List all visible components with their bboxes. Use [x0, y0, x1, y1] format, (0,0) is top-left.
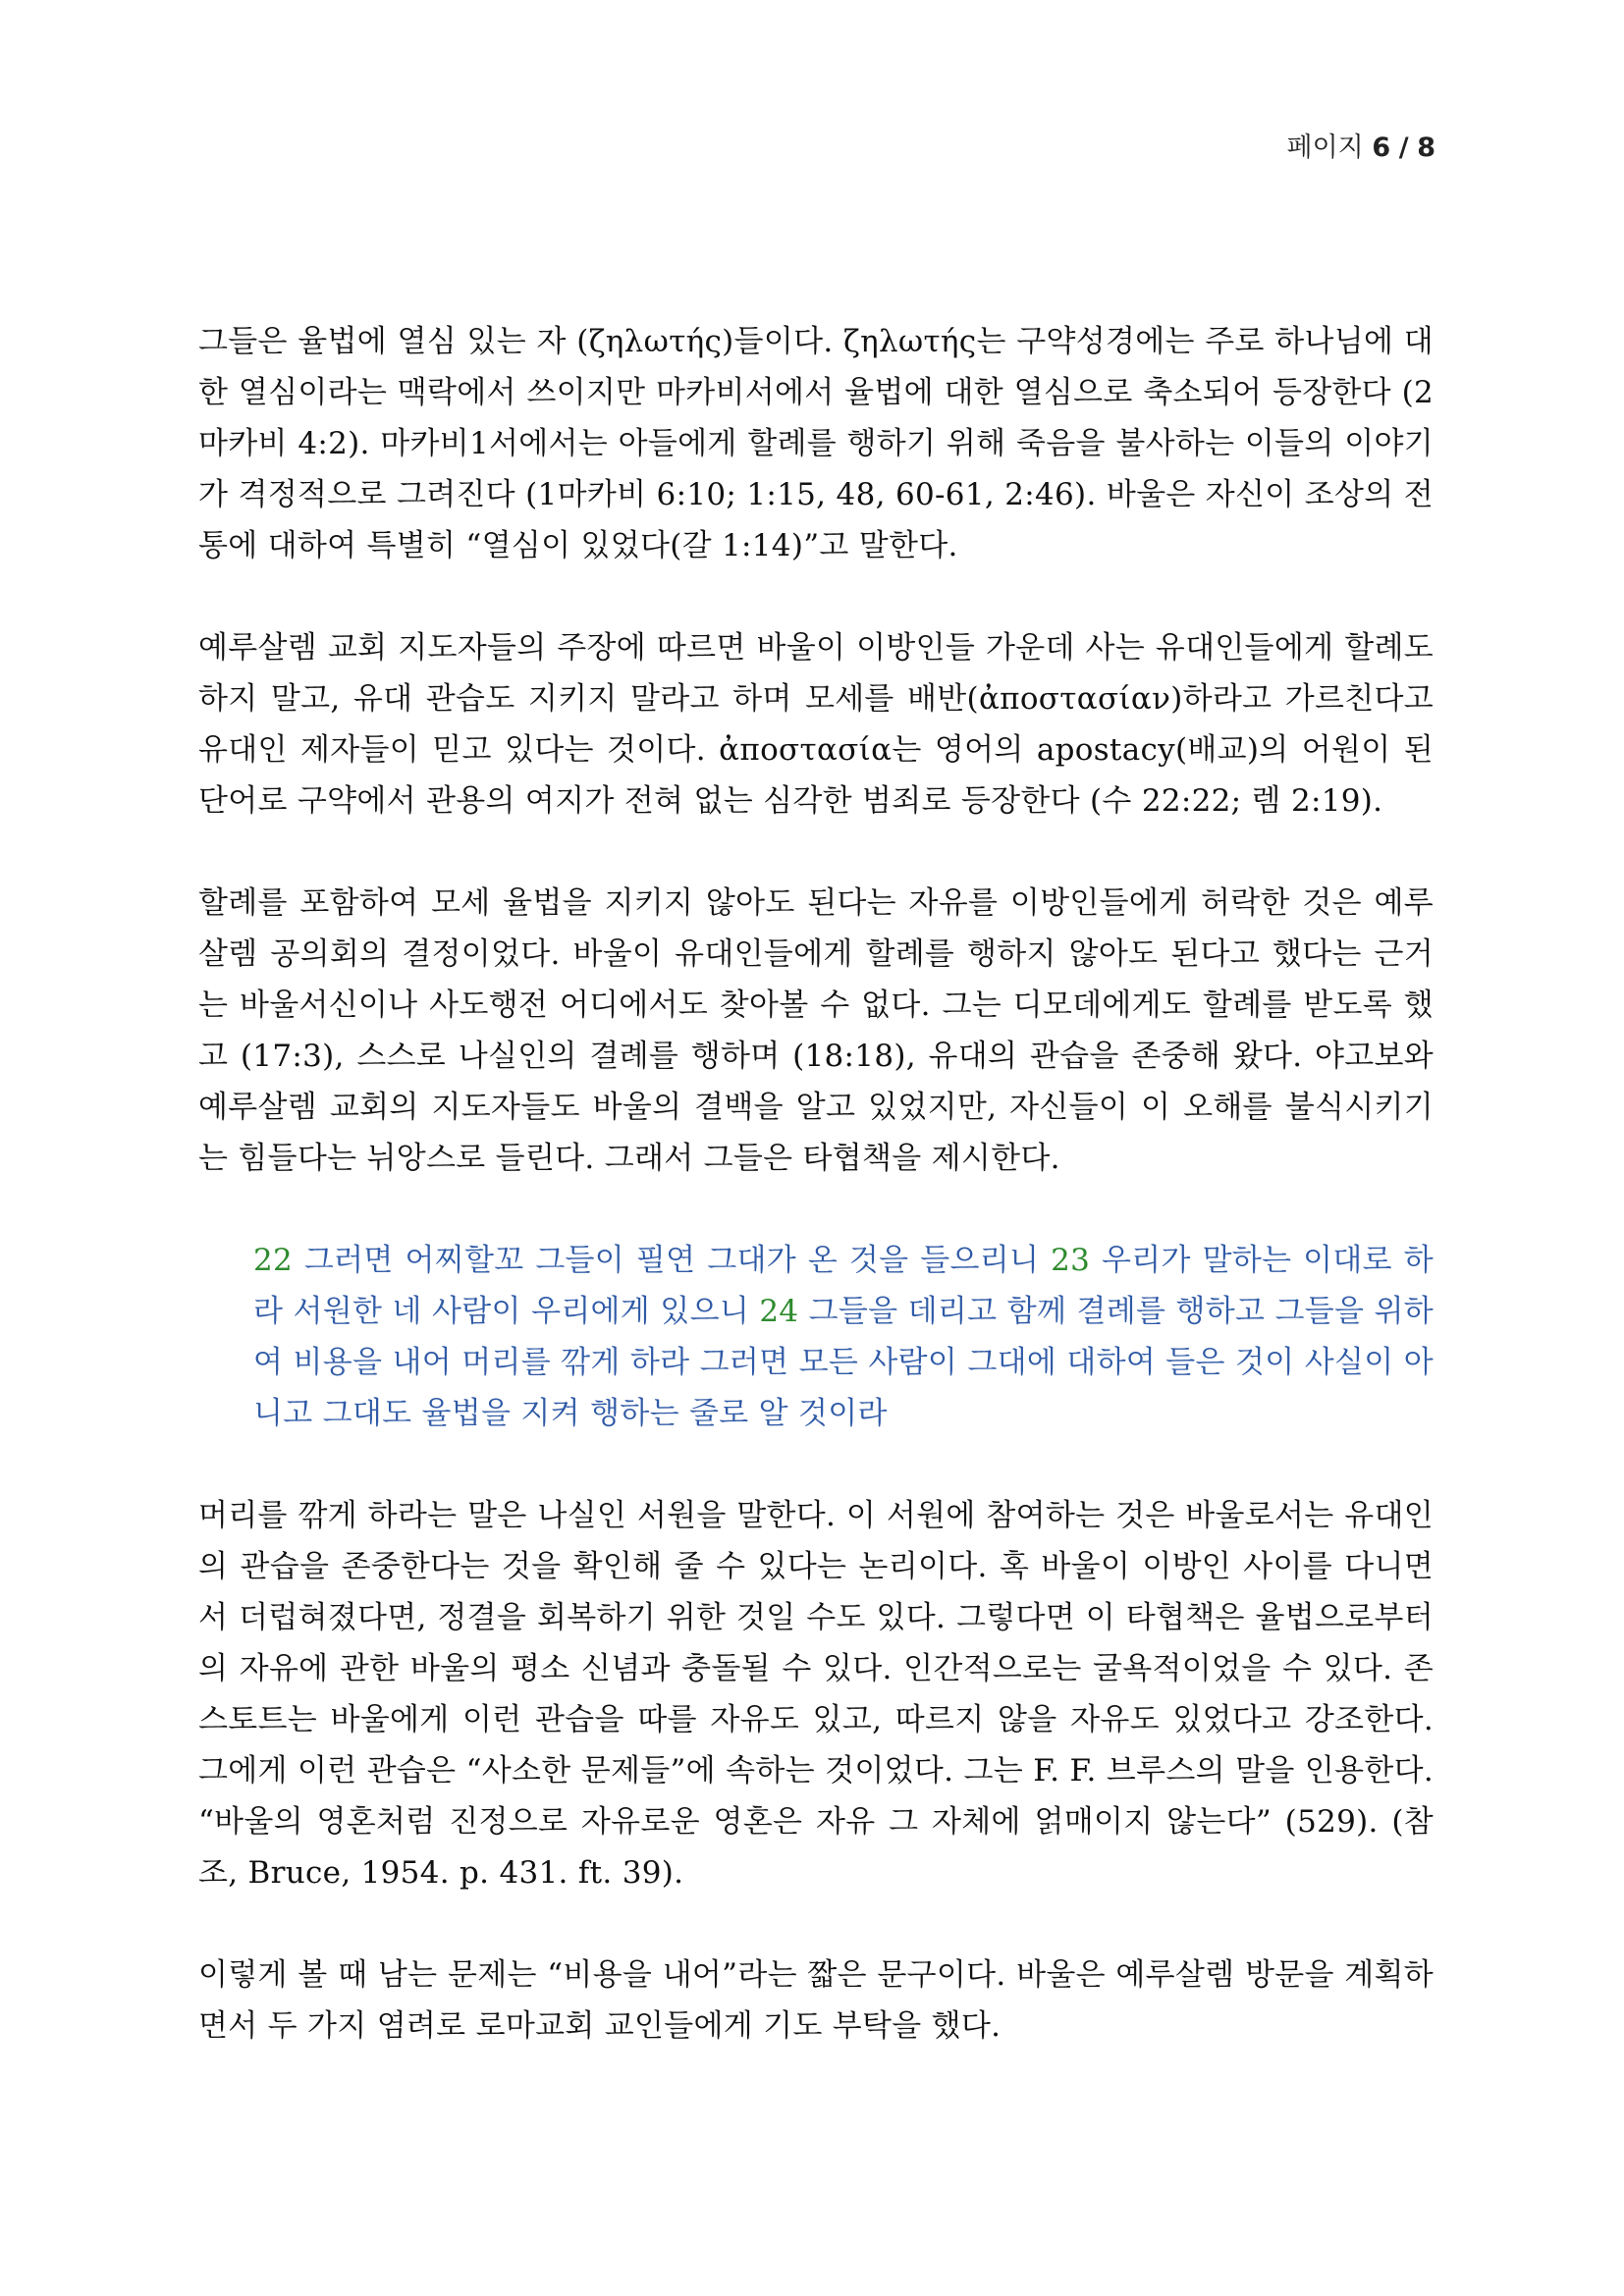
verse-text-24: 그들을 데리고 함께 결례를 행하고 그들을 위하여 비용을 내어 머리를 깎게 하라 그러면 모든 사람이 그대에 대하여 들은 것이 사실이 아니고 그대도 율법을 지켜 행하는 줄로 알 것이라 — [253, 1294, 1434, 1431]
paragraph-nazirite-vow: 머리를 깎게 하라는 말은 나실인 서원을 말한다. 이 서원에 참여하는 것은 바울로서는 유대인의 관습을 존중한다는 것을 확인해 줄 수 있다는 논리이다. 혹 바울이 이방인 사이를 다니면서 더럽혀졌다면, 정결을 회복하기 위한 것일 수도 있다. 그렇다면 이 타협책은 율법으로부터의 자유에 관한 바울의 평소 신념과 충돌될 수 있다. 인간적으로는 굴욕적이었을 수 있다. 존 스토트는 바울에게 이런 관습을 따를 자유도 있고, 따르지 않을 자유도 있었다고 강조한다. 그에게 이런 관습은 “사소한 문제들”에 속하는 것이었다. 그는 F. F. 브루스의 말을 인용한다. “바울의 영혼처럼 진정으로 자유로운 영혼은 자유 그 자체에 얽매이지 않는다” (529). (참조, Bruce, 1954. p. 431. ft. 39). — [198, 1498, 1434, 1891]
verse-number-23: 23 — [1051, 1243, 1091, 1278]
paragraph-apostasy: 예루살렘 교회 지도자들의 주장에 따르면 바울이 이방인들 가운데 사는 유대인들에게 할례도 하지 말고, 유대 관습도 지키지 말라고 하며 모세를 배반(ἀποστασίαν)하라고 가르친다고 유대인 제자들이 믿고 있다는 것이다. ἀποστασία는 영어의 apostacy(배교)의 어원이 된 단어로 구약에서 관용의 여지가 전혀 없는 심각한 범죄로 등장한다 (수 22:22; 렘 2:19). — [198, 630, 1434, 819]
paragraph-compromise: 할례를 포함하여 모세 율법을 지키지 않아도 된다는 자유를 이방인들에게 허락한 것은 예루살렘 공의회의 결정이었다. 바울이 유대인들에게 할례를 행하지 않아도 된다고 했다는 근거는 바울서신이나 사도행전 어디에서도 찾아볼 수 없다. 그는 디모데에게도 할례를 받도록 했고 (17:3), 스스로 나실인의 결례를 행하며 (18:18), 유대의 관습을 존중해 왔다. 야고보와 예루살렘 교회의 지도자들도 바울의 결백을 알고 있었지만, 자신들이 이 오해를 불식시키기는 힘들다는 뉘앙스로 들린다. 그래서 그들은 타협책을 제시한다. — [198, 885, 1434, 1176]
page-separator: / — [1398, 133, 1409, 163]
paragraph-zealots: 그들은 율법에 열심 있는 자 (ζηλωτής)들이다. ζηλωτής는 구약성경에는 주로 하나님에 대한 열심이라는 맥락에서 쓰이지만 마카비서에서 율법에 대한 열심으로 축소되어 등장한다 (2마카비 4:2). 마카비1서에서는 아들에게 할례를 행하기 위해 죽음을 불사하는 이들의 이야기가 격정적으로 그려진다 (1마카비 6:10; 1:15, 48, 60-61, 2:46). 바울은 자신이 조상의 전통에 대하여 특별히 “열심이 있었다(갈 1:14)”고 말한다. — [198, 324, 1434, 563]
scripture-quote — [253, 1235, 1434, 1439]
paragraph-expenses: 이렇게 볼 때 남는 문제는 “비용을 내어”라는 짧은 문구이다. 바울은 예루살렘 방문을 계획하면서 두 가지 염려로 로마교회 교인들에게 기도 부탁을 했다. — [198, 1957, 1434, 2044]
verse-number-22: 22 — [253, 1243, 294, 1278]
current-page: 6 — [1372, 133, 1391, 163]
verse-number-24: 24 — [759, 1294, 799, 1329]
page-number — [1287, 126, 1436, 164]
verse-text-23: 우리가 말하는 이대로 하라 서원한 네 사람이 우리에게 있으니 — [253, 1243, 1435, 1329]
total-pages: 8 — [1417, 133, 1435, 163]
document-body — [198, 316, 1434, 2103]
page-label: 페이지 — [1286, 133, 1364, 163]
verse-text-22: 그러면 어찌할꼬 그들이 필연 그대가 온 것을 들으리니 — [293, 1243, 1052, 1278]
